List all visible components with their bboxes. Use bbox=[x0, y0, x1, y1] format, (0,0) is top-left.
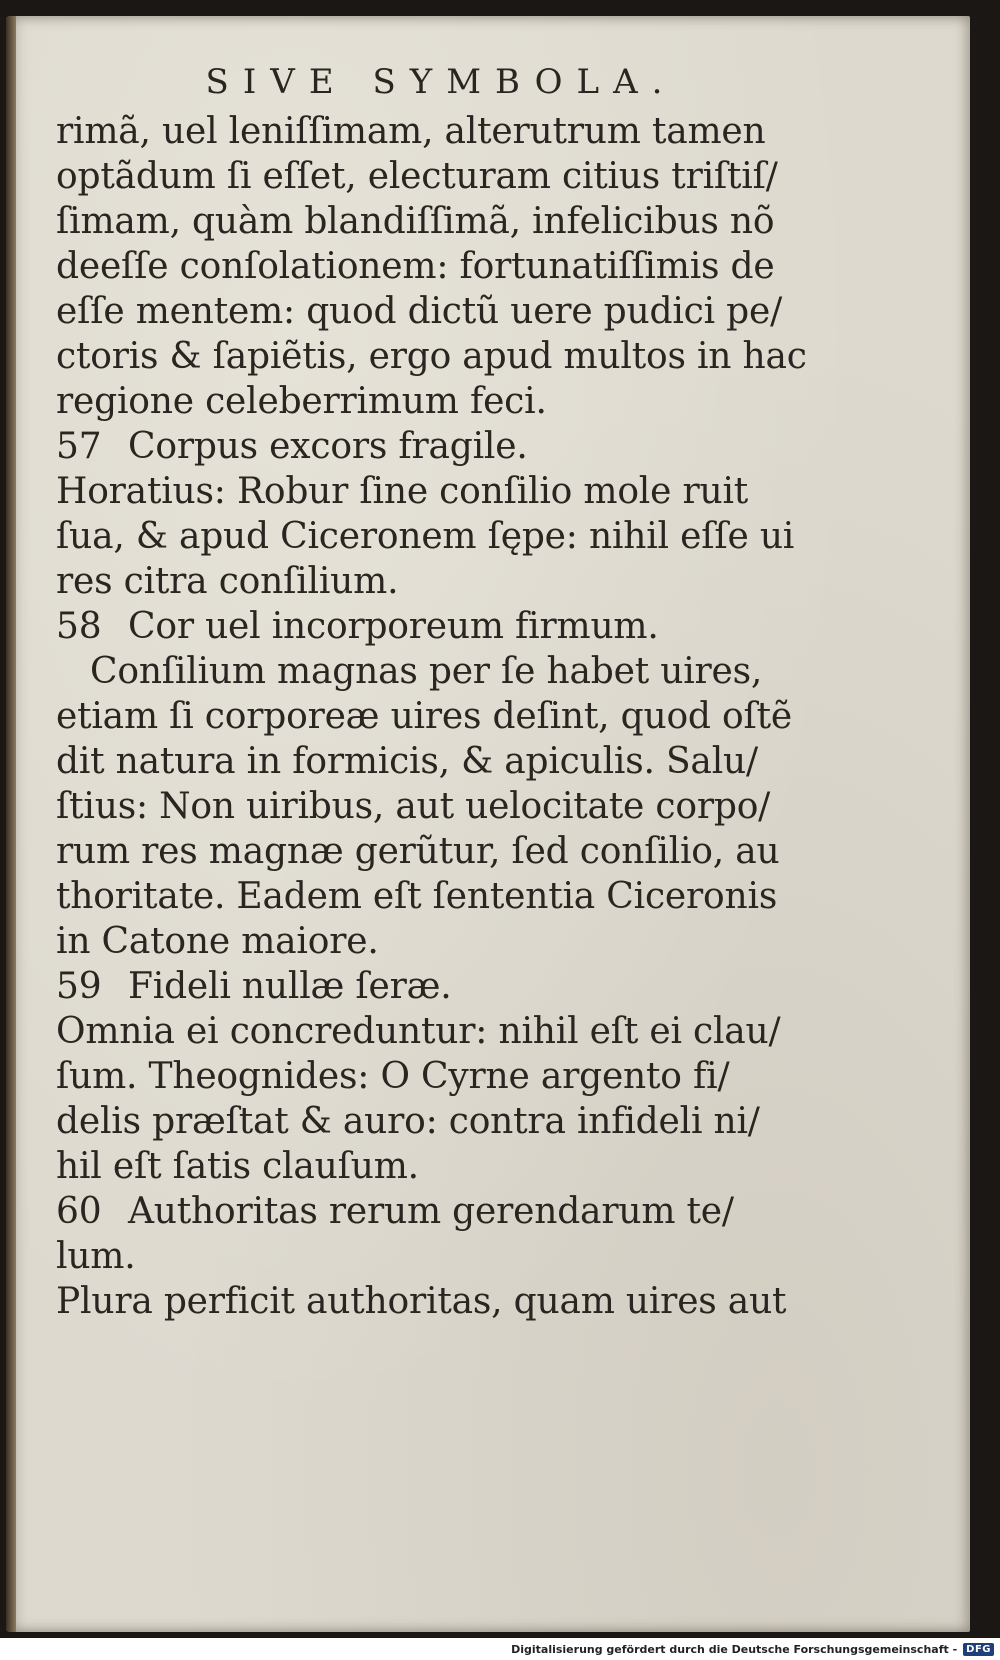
text-line: optãdum ſi eſſet, electuram citius triſtiſ/ bbox=[56, 156, 778, 197]
text-line: deeſſe conſolationem: fortunatiſſimis de bbox=[56, 246, 775, 287]
digitization-footer bbox=[0, 1638, 1000, 1660]
text-line: hil eſt ſatis clauſum. bbox=[56, 1146, 419, 1187]
text-line: ctoris & ſapiẽtis, ergo apud multos in hac bbox=[56, 336, 807, 377]
text-line: res citra conſilium. bbox=[56, 561, 399, 602]
text-line: eſſe mentem: quod dictũ uere pudici pe/ bbox=[56, 291, 783, 332]
page-gutter bbox=[6, 16, 16, 1632]
text-line: rimã, uel leniſſimam, alterutrum tamen bbox=[56, 111, 766, 152]
text-line: thoritate. Eadem eſt ſententia Ciceronis bbox=[56, 876, 778, 917]
text-line: rum res magnæ gerũtur, ſed conſilio, au bbox=[56, 831, 780, 872]
section-heading bbox=[56, 964, 816, 1009]
section-number: 58 bbox=[56, 606, 102, 647]
section-58 bbox=[56, 604, 816, 964]
section-title: Corpus excors fragile. bbox=[128, 426, 528, 467]
section-heading bbox=[56, 424, 816, 469]
text-line: Conſilium magnas per ſe habet uires, bbox=[90, 651, 763, 692]
section-number: 60 bbox=[56, 1191, 102, 1232]
text-line: in Catone maiore. bbox=[56, 921, 379, 962]
section-heading bbox=[56, 1189, 816, 1234]
text-line: Omnia ei concreduntur: nihil eſt ei clau/ bbox=[56, 1011, 781, 1052]
section-heading bbox=[56, 604, 816, 649]
text-line: ſimam, quàm blandiſſimã, infelicibus nõ bbox=[56, 201, 775, 242]
section-57 bbox=[56, 424, 816, 604]
section-title: Fideli nullæ ſeræ. bbox=[128, 966, 452, 1007]
section-title: Cor uel incorporeum firmum. bbox=[128, 606, 659, 647]
text-line: dit natura in formicis, & apiculis. Salu/ bbox=[56, 741, 758, 782]
text-line: ſum. Theognides: O Cyrne argento fi/ bbox=[56, 1056, 730, 1097]
book-page bbox=[6, 16, 970, 1632]
section-title-continuation: lum. bbox=[56, 1236, 136, 1277]
section-59 bbox=[56, 964, 816, 1189]
section-title: Authoritas rerum gerendarum te/ bbox=[128, 1191, 734, 1232]
text-line: Horatius: Robur ſine conſilio mole ruit bbox=[56, 471, 749, 512]
text-line: regione celeberrimum feci. bbox=[56, 381, 547, 422]
text-line: Plura perficit authoritas, quam uires aut bbox=[56, 1281, 787, 1322]
section-60 bbox=[56, 1189, 816, 1324]
section-number: 57 bbox=[56, 426, 102, 467]
opening-paragraph bbox=[56, 109, 816, 424]
text-line: ſua, & apud Ciceronem ſępe: nihil eſſe ui bbox=[56, 516, 795, 557]
text-line: ſtius: Non uiribus, aut uelocitate corpo/ bbox=[56, 786, 771, 827]
funding-credit: Digitalisierung gefördert durch die Deutsche Forschungsgemeinschaft - bbox=[511, 1642, 958, 1656]
section-number: 59 bbox=[56, 966, 102, 1007]
text-line: delis præſtat & auro: contra infideli ni/ bbox=[56, 1101, 760, 1142]
dfg-logo: DFG bbox=[963, 1643, 994, 1656]
page-text bbox=[56, 60, 816, 1324]
text-line: etiam ſi corporeæ uires deſint, quod oſtẽ bbox=[56, 696, 792, 737]
running-head: SIVE SYMBOLA. bbox=[205, 62, 677, 102]
